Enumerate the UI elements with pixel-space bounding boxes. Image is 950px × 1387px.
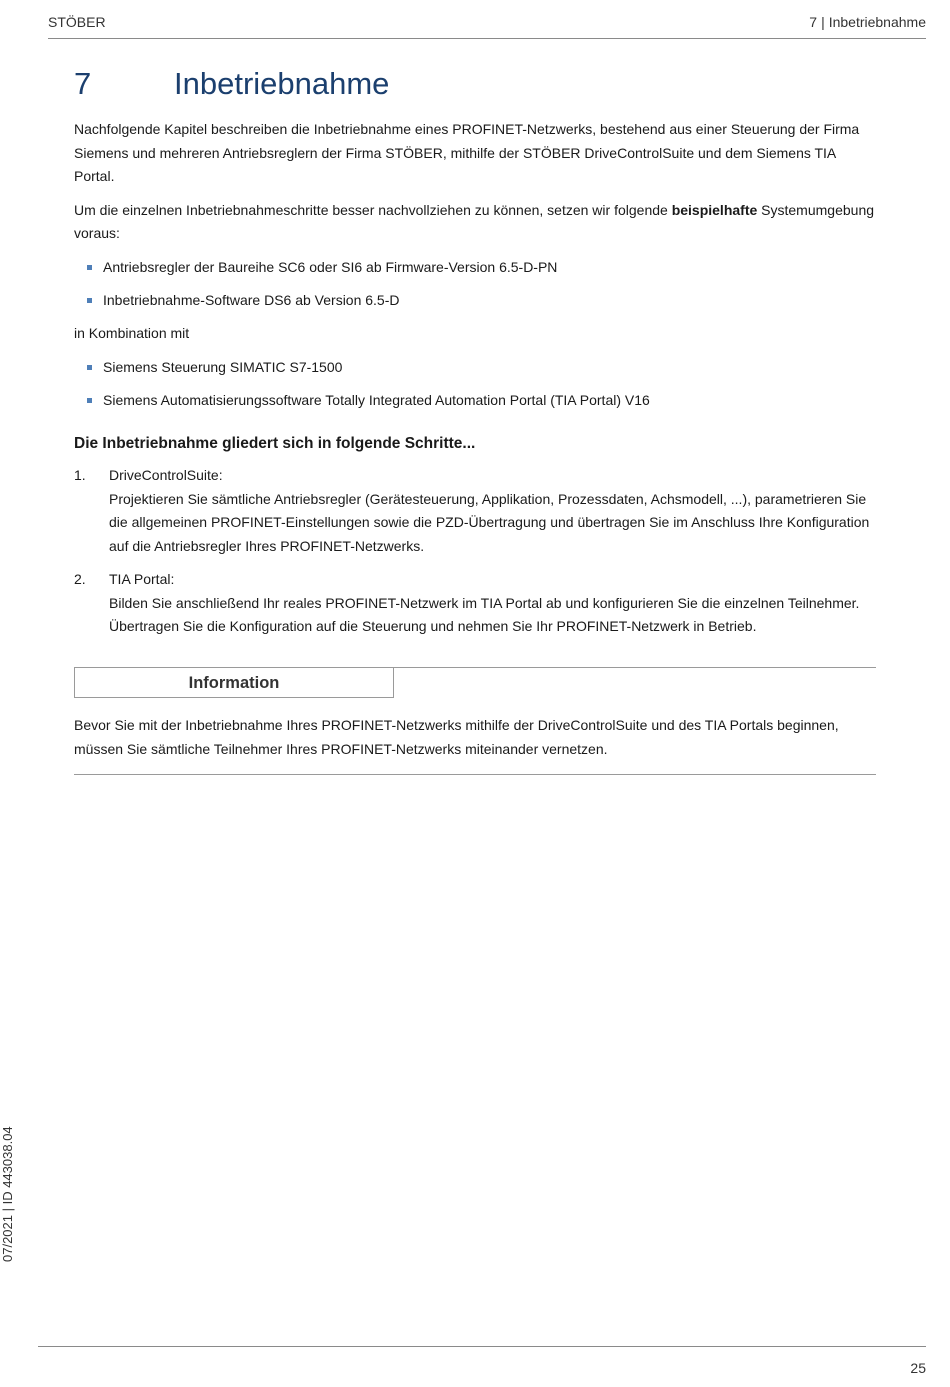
footer-divider [38, 1346, 926, 1347]
steps-heading: Die Inbetriebnahme gliedert sich in folgende Schritte... [74, 435, 476, 452]
steps-list [74, 464, 876, 639]
information-text: Bevor Sie mit der Inbetriebnahme Ihres PROFINET-Netzwerks mithilfe der DriveControlSuite und des TIA Portals beginnen, müssen Sie sämtliche Teilnehmer Ihres PROFINET-Netzwerks miteinander vernetzen. [74, 717, 839, 757]
bullet-square-icon [87, 398, 92, 403]
step-text: Bilden Sie anschließend Ihr reales PROFINET-Netzwerk im TIA Portal ab und konfigurieren Sie die einzelnen Teilnehmer. Übertragen Sie die Konfiguration auf die Steuerung und nehmen Sie Ihr PROFINET-Netzwerk in Betrieb. [109, 594, 860, 634]
header-section-number: 7 [809, 14, 818, 30]
stober-requirements-list [74, 256, 876, 313]
page-header [48, 12, 926, 39]
bullet-square-icon [87, 298, 92, 303]
list-item-text: Antriebsregler der Baureihe SC6 oder SI6 ab Firmware-Version 6.5-D-PN [103, 258, 558, 275]
step-title: DriveControlSuite: [109, 467, 223, 483]
example-bold-text: beispielhafte [671, 201, 758, 218]
list-item [74, 289, 876, 313]
step-text: Projektieren Sie sämtliche Antriebsregler (Gerätesteuerung, Applikation, Prozessdaten, Achsmodell, ...), parametrieren Sie die allgemeinen PROFINET-Einstellungen sowie die PZD-Übertragung und übertragen Sie im Anschluss Ihre Konfiguration auf die Antriebsregler Ihres PROFINET-Netzwerks. [109, 490, 870, 554]
list-item-text: Siemens Steuerung SIMATIC S7-1500 [103, 358, 343, 375]
siemens-requirements-list [74, 356, 876, 413]
list-item [74, 389, 876, 413]
bullet-square-icon [87, 365, 92, 370]
information-box [74, 667, 876, 775]
list-item-text: Inbetriebnahme-Software DS6 ab Version 6.5-D [103, 291, 400, 308]
step-item [74, 568, 876, 639]
page-number: 25 [910, 1360, 926, 1376]
information-label: Information [74, 668, 394, 698]
intro-paragraph: Nachfolgende Kapitel beschreiben die Inbetriebnahme eines PROFINET-Netzwerks, bestehend aus einer Steuerung der Firma Siemens und mehreren Antriebsreglern der Firma STÖBER, mithilfe der STÖBER DriveControlSuite und dem Siemens TIA Portal. [74, 121, 860, 184]
step-title: TIA Portal: [109, 571, 175, 587]
example-paragraph [74, 199, 876, 246]
chapter-heading [74, 66, 389, 102]
brand-name: STÖBER [48, 14, 106, 30]
example-text-end: Systemumgebung voraus: [74, 201, 875, 241]
list-item [74, 356, 876, 380]
combination-text: in Kombination mit [74, 325, 190, 341]
header-section-title: Inbetriebnahme [828, 14, 926, 30]
main-content [74, 118, 876, 649]
chapter-title: Inbetriebnahme [174, 66, 390, 101]
header-section [809, 14, 926, 30]
document-id: 07/2021 | ID 443038.04 [0, 1126, 15, 1262]
chapter-number: 7 [74, 66, 92, 101]
example-text-start: Um die einzelnen Inbetriebnahmeschritte besser nachvollziehen zu können, setzen wir folgende [74, 201, 672, 218]
list-item [74, 256, 876, 280]
bullet-square-icon [87, 265, 92, 270]
list-item-text: Siemens Automatisierungssoftware Totally Integrated Automation Portal (TIA Portal) V16 [103, 391, 650, 408]
step-number: 1. [74, 467, 86, 483]
step-item [74, 464, 876, 558]
header-separator: | [821, 14, 825, 30]
step-number: 2. [74, 571, 86, 587]
